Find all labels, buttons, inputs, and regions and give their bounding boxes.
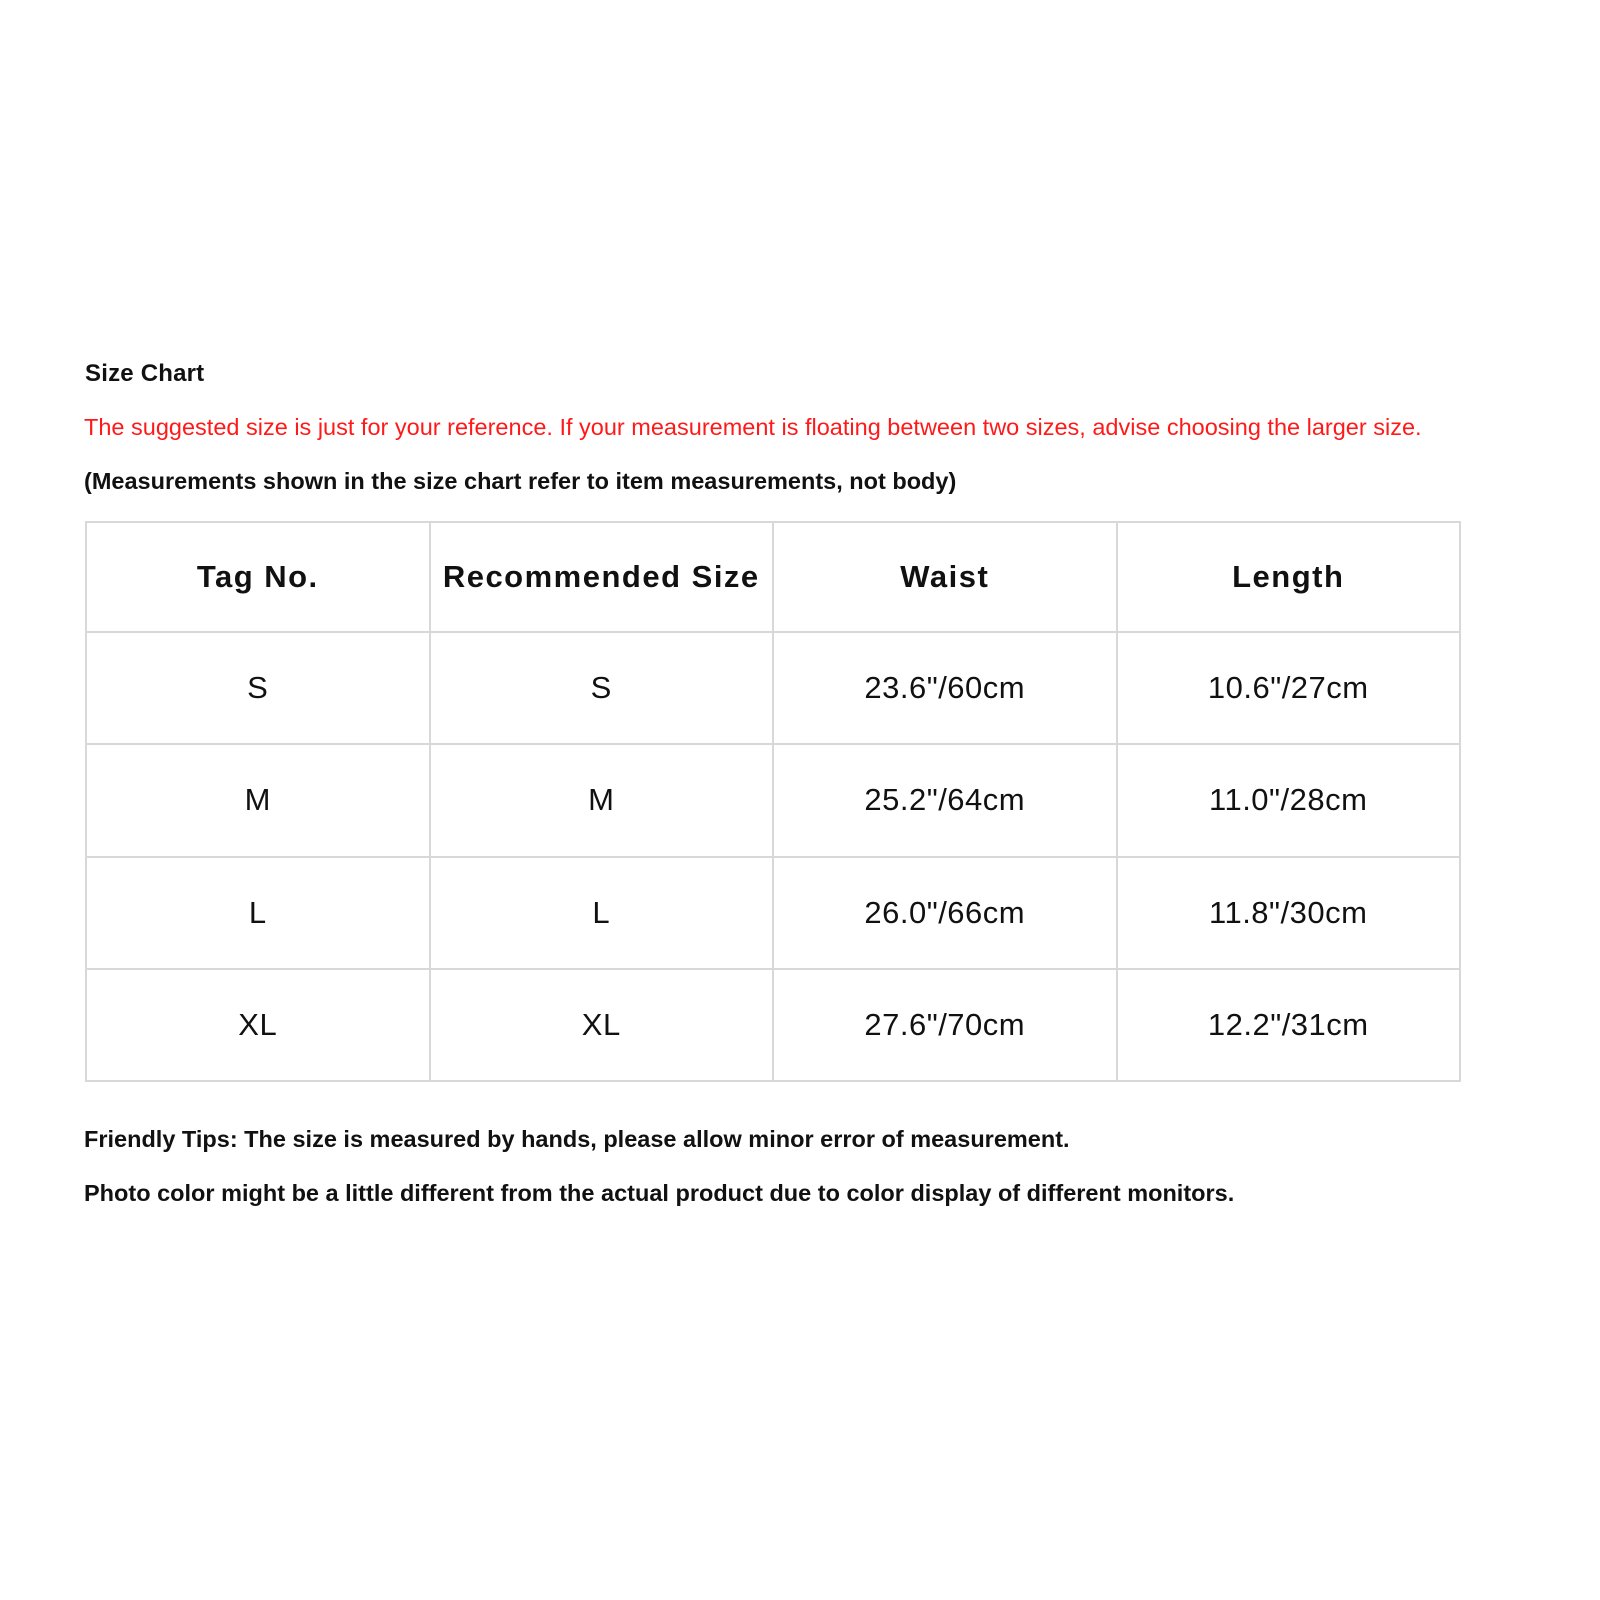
cell-waist: 25.2"/64cm	[773, 744, 1117, 856]
header-length: Length	[1117, 522, 1461, 632]
color-disclaimer: Photo color might be a little different from the actual product due to color display of different monitors.	[84, 1180, 1235, 1206]
friendly-tip: Friendly Tips: The size is measured by hands, please allow minor error of measurement.	[84, 1126, 1070, 1152]
table-row	[86, 857, 1460, 969]
header-waist: Waist	[773, 522, 1117, 632]
size-reference-notice: The suggested size is just for your reference. If your measurement is floating between two sizes, advise choosing the larger size.	[84, 414, 1422, 440]
table-row	[86, 969, 1460, 1081]
cell-length: 10.6"/27cm	[1117, 632, 1461, 744]
cell-recommended-size: XL	[430, 969, 774, 1081]
header-recommended-size: Recommended Size	[430, 522, 774, 632]
cell-recommended-size: S	[430, 632, 774, 744]
cell-recommended-size: M	[430, 744, 774, 856]
cell-tag-no: S	[86, 632, 430, 744]
cell-tag-no: XL	[86, 969, 430, 1081]
cell-length: 12.2"/31cm	[1117, 969, 1461, 1081]
cell-recommended-size: L	[430, 857, 774, 969]
size-table	[85, 521, 1461, 1082]
cell-waist: 26.0"/66cm	[773, 857, 1117, 969]
cell-length: 11.0"/28cm	[1117, 744, 1461, 856]
table-row	[86, 744, 1460, 856]
cell-tag-no: L	[86, 857, 430, 969]
cell-length: 11.8"/30cm	[1117, 857, 1461, 969]
page-title: Size Chart	[85, 360, 205, 387]
cell-waist: 23.6"/60cm	[773, 632, 1117, 744]
header-tag-no: Tag No.	[86, 522, 430, 632]
table-row	[86, 632, 1460, 744]
cell-tag-no: M	[86, 744, 430, 856]
table-header-row	[86, 522, 1460, 632]
cell-waist: 27.6"/70cm	[773, 969, 1117, 1081]
measurement-note: (Measurements shown in the size chart refer to item measurements, not body)	[84, 468, 957, 494]
